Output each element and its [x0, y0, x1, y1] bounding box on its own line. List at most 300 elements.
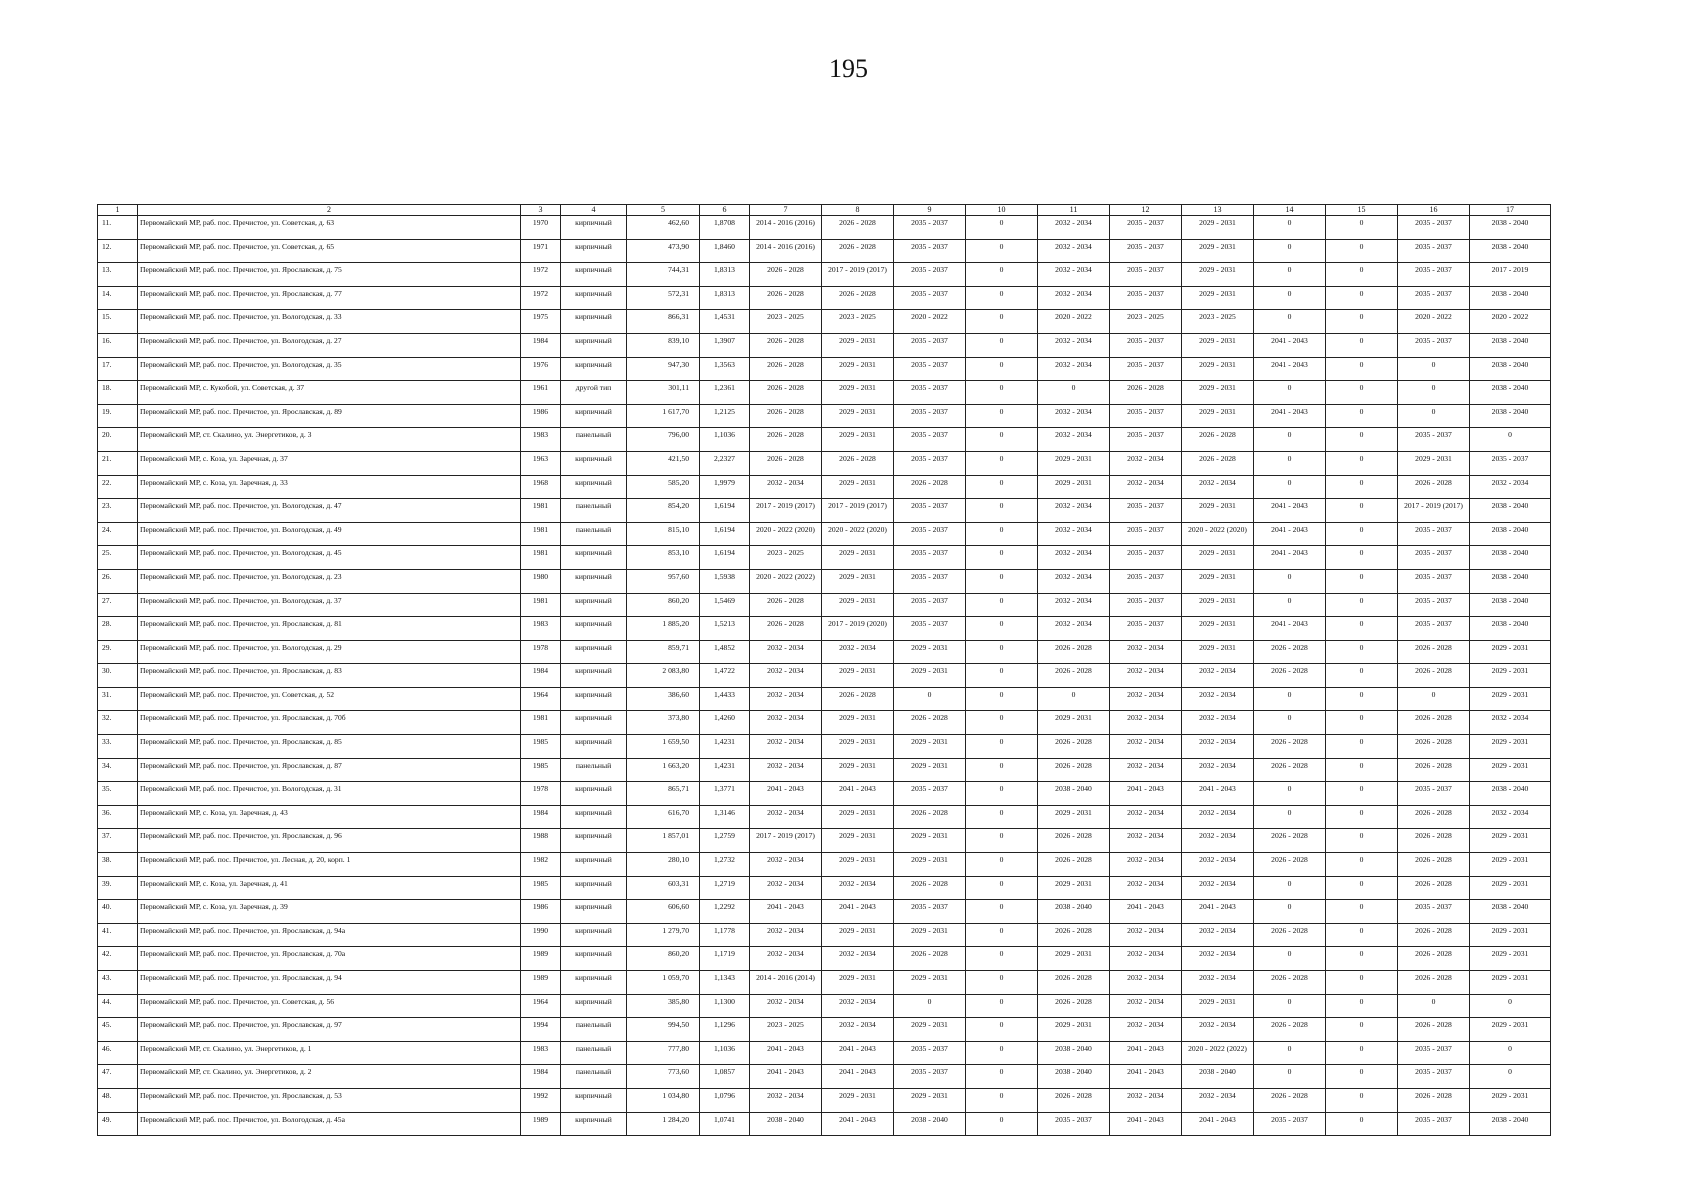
- wall-material-cell: кирпичный: [561, 1112, 627, 1136]
- period-cell: 0: [1326, 1065, 1398, 1089]
- wall-material-cell: кирпичный: [561, 947, 627, 971]
- address-cell: Первомайский МР, раб. пос. Пречистое, ул. Вологодская, д. 37: [138, 593, 521, 617]
- wall-material-cell: кирпичный: [561, 286, 627, 310]
- period-cell: 2032 - 2034: [750, 735, 822, 759]
- period-cell: 0: [1326, 853, 1398, 877]
- address-cell: Первомайский МР, раб. пос. Пречистое, ул. Вологодская, д. 47: [138, 499, 521, 523]
- year-cell: 1976: [521, 357, 561, 381]
- year-cell: 1964: [521, 994, 561, 1018]
- period-cell: 2026 - 2028: [1038, 1088, 1110, 1112]
- period-cell: 2032 - 2034: [750, 853, 822, 877]
- period-cell: 2035 - 2037: [1110, 286, 1182, 310]
- index-cell: 1,3146: [700, 805, 750, 829]
- period-cell: 2029 - 2031: [1182, 546, 1254, 570]
- address-cell: Первомайский МР, раб. пос. Пречистое, ул. Ярославская, д. 70б: [138, 711, 521, 735]
- year-cell: 1984: [521, 664, 561, 688]
- address-cell: Первомайский МР, раб. пос. Пречистое, ул. Ярославская, д. 81: [138, 617, 521, 641]
- period-cell: 2029 - 2031: [1470, 947, 1551, 971]
- wall-material-cell: панельный: [561, 428, 627, 452]
- period-cell: 2029 - 2031: [822, 805, 894, 829]
- period-cell: 2029 - 2031: [894, 971, 966, 995]
- index-cell: 1,0741: [700, 1112, 750, 1136]
- period-cell: 2035 - 2037: [1110, 263, 1182, 287]
- row-number: 32.: [98, 711, 138, 735]
- table-row: [98, 451, 1551, 475]
- address-cell: Первомайский МР, раб. пос. Пречистое, ул. Советская, д. 56: [138, 994, 521, 1018]
- period-cell: 0: [966, 1088, 1038, 1112]
- period-cell: 2035 - 2037: [894, 333, 966, 357]
- period-cell: 2041 - 2043: [750, 782, 822, 806]
- period-cell: 2035 - 2037: [894, 381, 966, 405]
- period-cell: 2026 - 2028: [1038, 994, 1110, 1018]
- period-cell: 2014 - 2016 (2016): [750, 239, 822, 263]
- index-cell: 1,8313: [700, 286, 750, 310]
- area-cell: 957,60: [627, 569, 700, 593]
- column-header: 13: [1182, 205, 1254, 216]
- period-cell: 2035 - 2037: [1110, 546, 1182, 570]
- table-row: [98, 782, 1551, 806]
- period-cell: 2035 - 2037: [1398, 546, 1470, 570]
- area-cell: 815,10: [627, 522, 700, 546]
- period-cell: 0: [1326, 782, 1398, 806]
- column-header: 6: [700, 205, 750, 216]
- table-row: [98, 617, 1551, 641]
- period-cell: 0: [966, 1112, 1038, 1136]
- year-cell: 1992: [521, 1088, 561, 1112]
- row-number: 22.: [98, 475, 138, 499]
- wall-material-cell: кирпичный: [561, 971, 627, 995]
- period-cell: 0: [966, 333, 1038, 357]
- row-number: 42.: [98, 947, 138, 971]
- period-cell: 0: [1326, 829, 1398, 853]
- period-cell: 2026 - 2028: [894, 947, 966, 971]
- row-number: 12.: [98, 239, 138, 263]
- period-cell: 2035 - 2037: [1110, 569, 1182, 593]
- area-cell: 373,80: [627, 711, 700, 735]
- period-cell: 0: [966, 451, 1038, 475]
- index-cell: 1,3563: [700, 357, 750, 381]
- period-cell: 2026 - 2028: [1398, 758, 1470, 782]
- period-cell: 2041 - 2043: [1254, 522, 1326, 546]
- row-number: 15.: [98, 310, 138, 334]
- period-cell: 2020 - 2022 (2020): [822, 522, 894, 546]
- period-cell: 2032 - 2034: [1038, 404, 1110, 428]
- period-cell: 2029 - 2031: [822, 381, 894, 405]
- period-cell: 2029 - 2031: [822, 711, 894, 735]
- period-cell: 2026 - 2028: [750, 593, 822, 617]
- index-cell: 1,8708: [700, 216, 750, 240]
- table-row: [98, 735, 1551, 759]
- wall-material-cell: кирпичный: [561, 310, 627, 334]
- period-cell: 2035 - 2037: [894, 216, 966, 240]
- address-cell: Первомайский МР, раб. пос. Пречистое, ул. Ярославская, д. 75: [138, 263, 521, 287]
- period-cell: 2026 - 2028: [1398, 1018, 1470, 1042]
- period-cell: 0: [894, 994, 966, 1018]
- address-cell: Первомайский МР, раб. пос. Пречистое, ул. Советская, д. 52: [138, 687, 521, 711]
- row-number: 27.: [98, 593, 138, 617]
- row-number: 20.: [98, 428, 138, 452]
- period-cell: 0: [1326, 522, 1398, 546]
- address-cell: Первомайский МР, раб. пос. Пречистое, ул. Ярославская, д. 53: [138, 1088, 521, 1112]
- period-cell: 2026 - 2028: [1254, 640, 1326, 664]
- index-cell: 1,2719: [700, 876, 750, 900]
- period-cell: 2032 - 2034: [1038, 546, 1110, 570]
- column-header: 14: [1254, 205, 1326, 216]
- period-cell: 2032 - 2034: [1182, 947, 1254, 971]
- address-cell: Первомайский МР, раб. пос. Пречистое, ул. Вологодская, д. 45: [138, 546, 521, 570]
- period-cell: 2026 - 2028: [1398, 640, 1470, 664]
- period-cell: 0: [1038, 687, 1110, 711]
- area-cell: 777,80: [627, 1041, 700, 1065]
- period-cell: 2035 - 2037: [1398, 239, 1470, 263]
- period-cell: 0: [1254, 687, 1326, 711]
- area-cell: 1 284,20: [627, 1112, 700, 1136]
- area-cell: 421,50: [627, 451, 700, 475]
- period-cell: 2023 - 2025: [750, 310, 822, 334]
- period-cell: 2041 - 2043: [822, 900, 894, 924]
- wall-material-cell: панельный: [561, 1065, 627, 1089]
- address-cell: Первомайский МР, раб. пос. Пречистое, ул. Вологодская, д. 35: [138, 357, 521, 381]
- table-row: [98, 216, 1551, 240]
- wall-material-cell: кирпичный: [561, 782, 627, 806]
- period-cell: 0: [1326, 475, 1398, 499]
- index-cell: 1,3771: [700, 782, 750, 806]
- period-cell: 0: [966, 239, 1038, 263]
- area-cell: 280,10: [627, 853, 700, 877]
- period-cell: 2032 - 2034: [1110, 994, 1182, 1018]
- period-cell: 0: [966, 404, 1038, 428]
- period-cell: 0: [966, 947, 1038, 971]
- period-cell: 2026 - 2028: [750, 428, 822, 452]
- row-number: 46.: [98, 1041, 138, 1065]
- period-cell: 2032 - 2034: [822, 1018, 894, 1042]
- period-cell: 2026 - 2028: [1038, 829, 1110, 853]
- period-cell: 2032 - 2034: [750, 947, 822, 971]
- wall-material-cell: кирпичный: [561, 853, 627, 877]
- wall-material-cell: кирпичный: [561, 1088, 627, 1112]
- period-cell: 2029 - 2031: [1182, 569, 1254, 593]
- period-cell: 0: [966, 923, 1038, 947]
- period-cell: 2020 - 2022 (2022): [1182, 1041, 1254, 1065]
- period-cell: 2032 - 2034: [1110, 923, 1182, 947]
- period-cell: 2035 - 2037: [894, 569, 966, 593]
- period-cell: 2029 - 2031: [822, 664, 894, 688]
- period-cell: 2035 - 2037: [894, 900, 966, 924]
- period-cell: 0: [966, 428, 1038, 452]
- table-row: [98, 310, 1551, 334]
- row-number: 19.: [98, 404, 138, 428]
- period-cell: 0: [966, 687, 1038, 711]
- period-cell: 2017 - 2019 (2017): [750, 499, 822, 523]
- index-cell: 1,2361: [700, 381, 750, 405]
- period-cell: 2026 - 2028: [1254, 664, 1326, 688]
- period-cell: 2026 - 2028: [1038, 758, 1110, 782]
- period-cell: 2026 - 2028: [1254, 1018, 1326, 1042]
- period-cell: 0: [1254, 428, 1326, 452]
- period-cell: 2029 - 2031: [1038, 805, 1110, 829]
- index-cell: 1,2292: [700, 900, 750, 924]
- period-cell: 2035 - 2037: [1398, 286, 1470, 310]
- period-cell: 2038 - 2040: [1470, 546, 1551, 570]
- index-cell: 1,2759: [700, 829, 750, 853]
- period-cell: 2032 - 2034: [1038, 286, 1110, 310]
- period-cell: 2017 - 2019 (2017): [1398, 499, 1470, 523]
- table-row: [98, 381, 1551, 405]
- wall-material-cell: кирпичный: [561, 829, 627, 853]
- period-cell: 2032 - 2034: [822, 876, 894, 900]
- year-cell: 1982: [521, 853, 561, 877]
- period-cell: 2032 - 2034: [1182, 475, 1254, 499]
- period-cell: 2029 - 2031: [894, 664, 966, 688]
- period-cell: 0: [1326, 617, 1398, 641]
- period-cell: 2032 - 2034: [1182, 664, 1254, 688]
- period-cell: 2038 - 2040: [1470, 239, 1551, 263]
- column-header: 7: [750, 205, 822, 216]
- row-number: 18.: [98, 381, 138, 405]
- row-number: 36.: [98, 805, 138, 829]
- period-cell: 0: [1254, 569, 1326, 593]
- period-cell: 0: [966, 876, 1038, 900]
- period-cell: 2032 - 2034: [1038, 333, 1110, 357]
- period-cell: 0: [1470, 1041, 1551, 1065]
- year-cell: 1983: [521, 428, 561, 452]
- period-cell: 0: [1398, 404, 1470, 428]
- period-cell: 2035 - 2037: [894, 263, 966, 287]
- address-cell: Первомайский МР, раб. пос. Пречистое, ул. Ярославская, д. 96: [138, 829, 521, 853]
- year-cell: 1978: [521, 640, 561, 664]
- period-cell: 2035 - 2037: [1398, 522, 1470, 546]
- area-cell: 606,60: [627, 900, 700, 924]
- table-row: [98, 357, 1551, 381]
- period-cell: 2041 - 2043: [750, 1041, 822, 1065]
- wall-material-cell: другой тип: [561, 381, 627, 405]
- period-cell: 2029 - 2031: [1470, 876, 1551, 900]
- row-number: 49.: [98, 1112, 138, 1136]
- period-cell: 2032 - 2034: [750, 1088, 822, 1112]
- period-cell: 0: [1326, 381, 1398, 405]
- period-cell: 2026 - 2028: [1398, 971, 1470, 995]
- wall-material-cell: кирпичный: [561, 333, 627, 357]
- period-cell: 2032 - 2034: [1038, 617, 1110, 641]
- address-cell: Первомайский МР, с. Кукобой, ул. Советская, д. 37: [138, 381, 521, 405]
- period-cell: 2029 - 2031: [1182, 381, 1254, 405]
- period-cell: 2020 - 2022 (2022): [750, 569, 822, 593]
- wall-material-cell: кирпичный: [561, 640, 627, 664]
- period-cell: 2029 - 2031: [1470, 1088, 1551, 1112]
- period-cell: 0: [1038, 381, 1110, 405]
- area-cell: 301,11: [627, 381, 700, 405]
- period-cell: 0: [966, 522, 1038, 546]
- table-row: [98, 522, 1551, 546]
- period-cell: 2032 - 2034: [1182, 735, 1254, 759]
- period-cell: 2029 - 2031: [1470, 971, 1551, 995]
- period-cell: 0: [894, 687, 966, 711]
- period-cell: 2041 - 2043: [1254, 333, 1326, 357]
- index-cell: 1,4231: [700, 735, 750, 759]
- wall-material-cell: кирпичный: [561, 805, 627, 829]
- period-cell: 2032 - 2034: [1182, 687, 1254, 711]
- period-cell: 0: [1326, 451, 1398, 475]
- year-cell: 1981: [521, 593, 561, 617]
- row-number: 14.: [98, 286, 138, 310]
- period-cell: 2029 - 2031: [1038, 876, 1110, 900]
- table-row: [98, 404, 1551, 428]
- period-cell: 2032 - 2034: [822, 994, 894, 1018]
- period-cell: 0: [1254, 994, 1326, 1018]
- period-cell: 2026 - 2028: [750, 333, 822, 357]
- area-cell: 773,60: [627, 1065, 700, 1089]
- period-cell: 0: [966, 593, 1038, 617]
- period-cell: 2026 - 2028: [822, 687, 894, 711]
- period-cell: 2032 - 2034: [750, 640, 822, 664]
- period-cell: 2029 - 2031: [822, 1088, 894, 1112]
- period-cell: 0: [1326, 1112, 1398, 1136]
- column-header: 4: [561, 205, 627, 216]
- period-cell: 2026 - 2028: [1254, 735, 1326, 759]
- period-cell: 2026 - 2028: [1398, 1088, 1470, 1112]
- address-cell: Первомайский МР, раб. пос. Пречистое, ул. Ярославская, д. 97: [138, 1018, 521, 1042]
- period-cell: 2035 - 2037: [1398, 569, 1470, 593]
- period-cell: 0: [1326, 876, 1398, 900]
- period-cell: 2032 - 2034: [750, 711, 822, 735]
- index-cell: 2,2327: [700, 451, 750, 475]
- period-cell: 2026 - 2028: [1398, 947, 1470, 971]
- address-cell: Первомайский МР, раб. пос. Пречистое, ул. Вологодская, д. 23: [138, 569, 521, 593]
- address-cell: Первомайский МР, с. Коза, ул. Заречная, д. 43: [138, 805, 521, 829]
- table-row: [98, 805, 1551, 829]
- year-cell: 1983: [521, 1041, 561, 1065]
- area-cell: 866,31: [627, 310, 700, 334]
- period-cell: 2032 - 2034: [1110, 451, 1182, 475]
- period-cell: 0: [1326, 900, 1398, 924]
- period-cell: 0: [1254, 593, 1326, 617]
- row-number: 23.: [98, 499, 138, 523]
- period-cell: 2035 - 2037: [894, 239, 966, 263]
- header-row: [98, 205, 1551, 216]
- index-cell: 1,6194: [700, 522, 750, 546]
- area-cell: 1 279,70: [627, 923, 700, 947]
- area-cell: 1 034,80: [627, 1088, 700, 1112]
- period-cell: 0: [1326, 239, 1398, 263]
- area-cell: 1 663,20: [627, 758, 700, 782]
- period-cell: 2029 - 2031: [822, 475, 894, 499]
- period-cell: 2038 - 2040: [1182, 1065, 1254, 1089]
- period-cell: 2038 - 2040: [1470, 357, 1551, 381]
- period-cell: 0: [1326, 735, 1398, 759]
- year-cell: 1980: [521, 569, 561, 593]
- period-cell: 0: [1470, 428, 1551, 452]
- period-cell: 2029 - 2031: [1182, 994, 1254, 1018]
- period-cell: 0: [1326, 357, 1398, 381]
- address-cell: Первомайский МР, раб. пос. Пречистое, ул. Ярославская, д. 94: [138, 971, 521, 995]
- index-cell: 1,4852: [700, 640, 750, 664]
- index-cell: 1,2732: [700, 853, 750, 877]
- period-cell: 2032 - 2034: [1182, 853, 1254, 877]
- period-cell: 0: [1326, 805, 1398, 829]
- year-cell: 1972: [521, 263, 561, 287]
- period-cell: 0: [1326, 546, 1398, 570]
- table-row: [98, 1088, 1551, 1112]
- period-cell: 2029 - 2031: [1470, 664, 1551, 688]
- period-cell: 2041 - 2043: [1254, 404, 1326, 428]
- year-cell: 1985: [521, 758, 561, 782]
- column-header: 5: [627, 205, 700, 216]
- period-cell: 2032 - 2034: [1110, 664, 1182, 688]
- index-cell: 1,1036: [700, 1041, 750, 1065]
- period-cell: 2032 - 2034: [1182, 876, 1254, 900]
- period-cell: 0: [1326, 923, 1398, 947]
- period-cell: 0: [1470, 1065, 1551, 1089]
- column-header: 11: [1038, 205, 1110, 216]
- address-cell: Первомайский МР, с. Коза, ул. Заречная, д. 41: [138, 876, 521, 900]
- period-cell: 2032 - 2034: [750, 923, 822, 947]
- period-cell: 2026 - 2028: [894, 876, 966, 900]
- area-cell: 839,10: [627, 333, 700, 357]
- period-cell: 0: [1326, 1018, 1398, 1042]
- year-cell: 1988: [521, 829, 561, 853]
- period-cell: 0: [966, 664, 1038, 688]
- period-cell: 2032 - 2034: [1038, 216, 1110, 240]
- index-cell: 1,4722: [700, 664, 750, 688]
- period-cell: 2035 - 2037: [894, 782, 966, 806]
- address-cell: Первомайский МР, раб. пос. Пречистое, ул. Ярославская, д. 83: [138, 664, 521, 688]
- period-cell: 0: [966, 994, 1038, 1018]
- table-row: [98, 947, 1551, 971]
- period-cell: 0: [1326, 687, 1398, 711]
- index-cell: 1,5938: [700, 569, 750, 593]
- period-cell: 2035 - 2037: [894, 1065, 966, 1089]
- period-cell: 0: [966, 216, 1038, 240]
- period-cell: 2032 - 2034: [1038, 357, 1110, 381]
- period-cell: 2029 - 2031: [822, 333, 894, 357]
- period-cell: 2032 - 2034: [822, 947, 894, 971]
- period-cell: 2038 - 2040: [1470, 333, 1551, 357]
- area-cell: 947,30: [627, 357, 700, 381]
- period-cell: 2020 - 2022: [1038, 310, 1110, 334]
- period-cell: 2029 - 2031: [1182, 404, 1254, 428]
- period-cell: 0: [966, 829, 1038, 853]
- year-cell: 1984: [521, 333, 561, 357]
- period-cell: 2035 - 2037: [1398, 1041, 1470, 1065]
- period-cell: 0: [1326, 404, 1398, 428]
- period-cell: 2032 - 2034: [1038, 499, 1110, 523]
- period-cell: 2035 - 2037: [894, 451, 966, 475]
- area-cell: 1 885,20: [627, 617, 700, 641]
- row-number: 43.: [98, 971, 138, 995]
- wall-material-cell: кирпичный: [561, 664, 627, 688]
- period-cell: 2041 - 2043: [822, 782, 894, 806]
- period-cell: 2035 - 2037: [1110, 617, 1182, 641]
- period-cell: 2029 - 2031: [822, 428, 894, 452]
- period-cell: 2038 - 2040: [894, 1112, 966, 1136]
- wall-material-cell: кирпичный: [561, 735, 627, 759]
- table-row: [98, 829, 1551, 853]
- period-cell: 2026 - 2028: [822, 239, 894, 263]
- period-cell: 2029 - 2031: [1398, 451, 1470, 475]
- index-cell: 1,5469: [700, 593, 750, 617]
- period-cell: 2029 - 2031: [894, 1018, 966, 1042]
- period-cell: 2041 - 2043: [822, 1112, 894, 1136]
- row-number: 11.: [98, 216, 138, 240]
- area-cell: 585,20: [627, 475, 700, 499]
- period-cell: 2029 - 2031: [822, 404, 894, 428]
- period-cell: 0: [966, 853, 1038, 877]
- period-cell: 2038 - 2040: [1470, 593, 1551, 617]
- row-number: 33.: [98, 735, 138, 759]
- period-cell: 0: [966, 310, 1038, 334]
- period-cell: 2041 - 2043: [1254, 546, 1326, 570]
- area-cell: 744,31: [627, 263, 700, 287]
